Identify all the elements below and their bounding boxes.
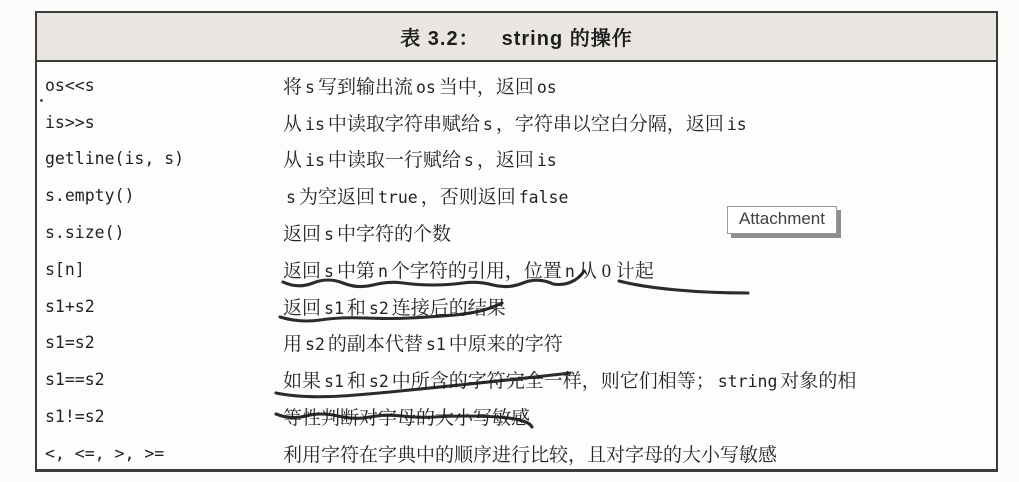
string-operations-table [35, 11, 998, 472]
ink-dot [40, 99, 43, 102]
operation-cell: s[n] [45, 259, 85, 279]
table-caption [37, 13, 996, 62]
table-row [37, 104, 996, 141]
description-cell: s 为空返回 true ，否则返回 false [286, 187, 569, 209]
description-cell: 如果 s1 和 s2 中所含的字符完全一样，则它们相等； string 对象的相 [283, 371, 857, 393]
table-row [37, 67, 996, 104]
operation-cell: s.size() [45, 223, 125, 243]
description-cell: 等性判断对字母的大小写敏感 [283, 408, 531, 430]
attachment-tooltip [727, 206, 837, 234]
description-cell: 从 is 中读取一行赋给 s ，返回 is [283, 150, 557, 172]
table-row [37, 177, 996, 214]
operation-cell: s1=s2 [45, 333, 95, 353]
table-row [37, 288, 996, 325]
description-cell: 从 is 中读取字符串赋给 s ，字符串以空白分隔，返回 is [283, 113, 747, 135]
operation-cell: <, <=, >, >= [45, 443, 165, 463]
description-cell: 将 s 写到输出流 os 当中，返回 os [283, 76, 557, 98]
table-row [37, 251, 996, 288]
operation-cell: s.empty() [45, 186, 135, 206]
table-row [37, 325, 996, 362]
table-row [37, 141, 996, 178]
operation-cell: is>>s [45, 112, 95, 132]
description-cell: 返回 s 中字符的个数 [283, 224, 451, 246]
table-row [37, 398, 996, 435]
table-title: string 的操作 [501, 28, 633, 50]
operation-cell: getline(is, s) [45, 149, 185, 169]
description-cell: 返回 s 中第 n 个字符的引用，位置 n 从 0 计起 [283, 260, 654, 282]
description-cell: 返回 s1 和 s2 连接后的结果 [283, 297, 506, 319]
attachment-tooltip-label: Attachment [739, 209, 825, 228]
table-row [37, 435, 996, 472]
description-cell: 利用字符在字典中的顺序进行比较，且对字母的大小写敏感 [283, 444, 778, 466]
operation-cell: s1!=s2 [45, 407, 105, 427]
operation-cell: s1+s2 [45, 296, 95, 316]
table-number-label: 表 3.2： [400, 28, 480, 50]
table-row [37, 361, 996, 398]
description-cell: 用 s2 的副本代替 s1 中原来的字符 [283, 334, 563, 356]
table-body [37, 62, 996, 469]
operation-cell: os<<s [45, 75, 95, 95]
operation-cell: s1==s2 [45, 370, 105, 390]
table-row [37, 214, 996, 251]
